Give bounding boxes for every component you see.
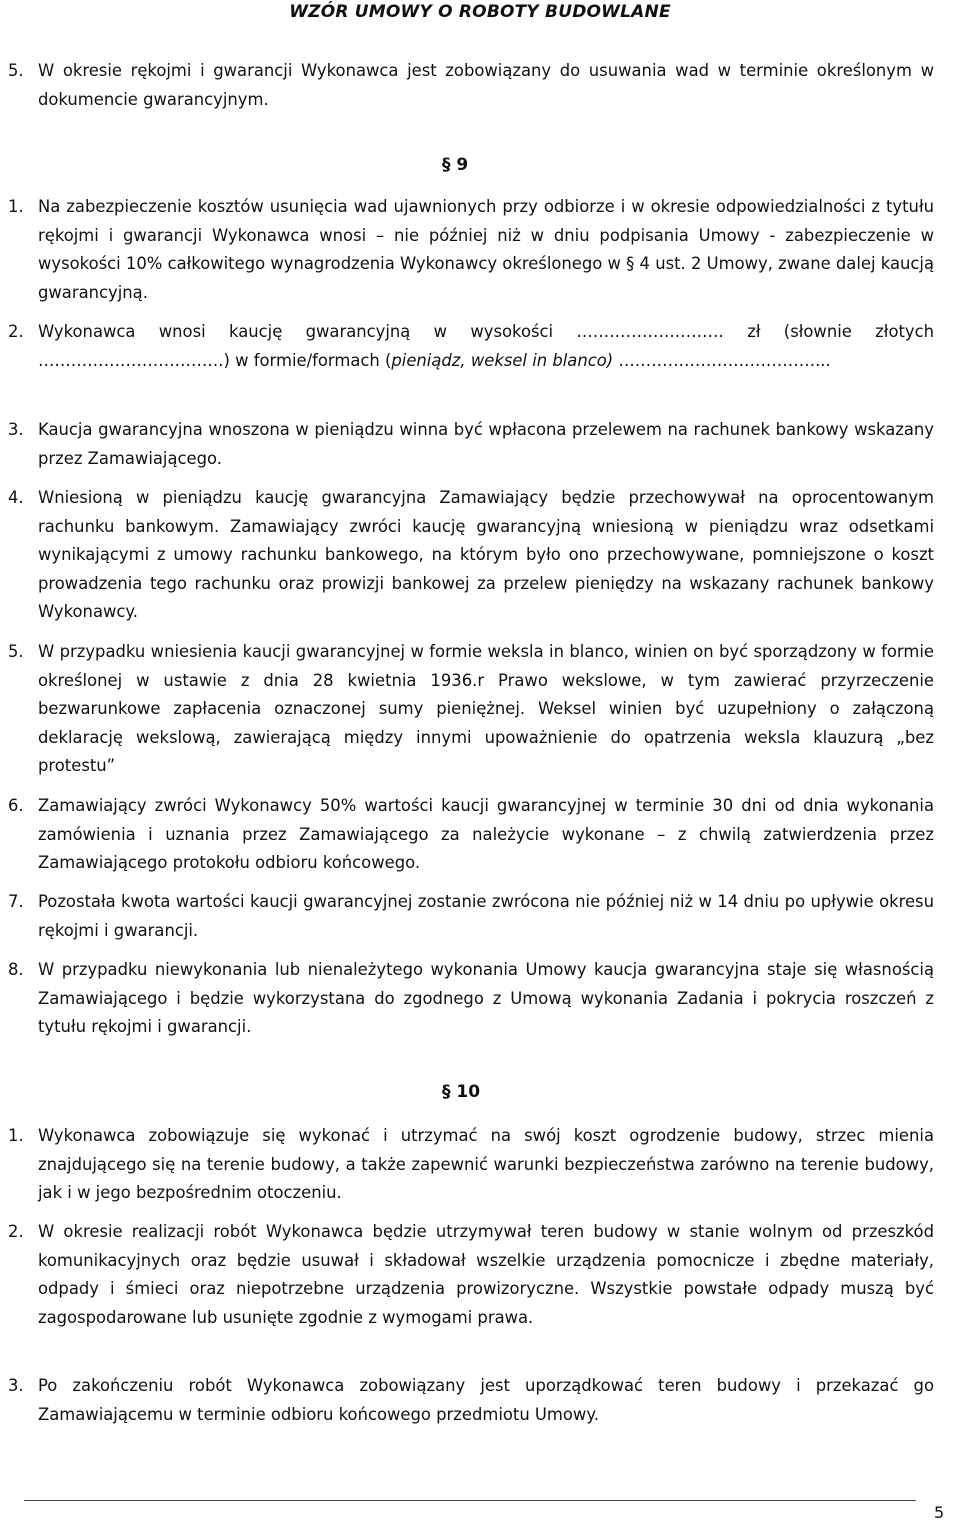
paragraph-text: Zamawiający zwróci Wykonawcy 50% wartości kaucji gwarancyjnej w terminie 30 dni od dnia wykonania zamówienia i uznania przez Zamawiającego za należycie wykonane – z chwilą zatwierdzenia przez Zamawiającego protokołu odbioru końcowego. — [38, 796, 934, 872]
page-number: 5 — [934, 1503, 945, 1522]
paragraph-text-part: Wykonawca wnosi kaucję gwarancyjną w wysokości ……………………… zł (słownie złotych …………………………….) w formie/formach ( — [38, 322, 934, 370]
paragraph-number: 4. — [8, 488, 24, 507]
paragraph-text — [38, 318, 934, 375]
paragraph-9-3 — [8, 416, 934, 473]
paragraph-9-1 — [8, 193, 934, 307]
paragraph-number: 1. — [8, 197, 24, 216]
paragraph-text-italic: pieniądz, weksel in blanco) — [391, 350, 614, 370]
paragraph-9-2 — [8, 318, 934, 375]
paragraph-number: 5. — [8, 61, 24, 80]
paragraph-text-part: ………………………………... — [613, 350, 831, 370]
paragraph-text: Na zabezpieczenie kosztów usunięcia wad ujawnionych przy odbiorze i w okresie odpowiedzialności z tytułu rękojmi i gwarancji Wykonawca wnosi – nie później niż w dniu podpisania Umowy - zabezpieczenie w wysokości 10% całkowitego wynagrodzenia Wykonawcy określonego w § 4 ust. 2 Umowy, zwane dalej kaucją gwarancyjną. — [38, 197, 934, 302]
paragraph-9-4 — [8, 484, 934, 627]
paragraph-number: 6. — [8, 796, 24, 815]
paragraph-number: 2. — [8, 322, 24, 341]
paragraph-10-3 — [8, 1372, 934, 1429]
section-heading-9: § 9 — [442, 155, 469, 175]
paragraph-number: 3. — [8, 1376, 24, 1395]
paragraph-number: 2. — [8, 1222, 24, 1241]
paragraph-9-5 — [8, 638, 934, 781]
paragraph-number: 8. — [8, 960, 24, 979]
paragraph-number: 5. — [8, 642, 24, 661]
paragraph-9-7 — [8, 888, 934, 945]
paragraph-number: 3. — [8, 420, 24, 439]
paragraph-text: Wykonawca zobowiązuje się wykonać i utrzymać na swój koszt ogrodzenie budowy, strzec mienia znajdującego się na terenie budowy, a także zapewnić warunki bezpieczeństwa zarówno na terenie budowy, jak i w jego bezpośrednim otoczeniu. — [38, 1126, 934, 1202]
paragraph-text: W przypadku wniesienia kaucji gwarancyjnej w formie weksla in blanco, winien on być sporządzony w formie określonej w ustawie z dnia 28 kwietnia 1936.r Prawo wekslowe, w tym zawierać przyrzeczenie bezwarunkowe zapłacenia oznaczonej sumy pieniężnej. Weksel winien być uzupełniony o załączoną deklarację wekslową, zawierającą między innymi upoważnienie do opatrzenia weksla klauzurą „bez protestu” — [38, 642, 934, 775]
section-heading-10: § 10 — [442, 1082, 481, 1102]
paragraph-number: 1. — [8, 1126, 24, 1145]
paragraph-9-6 — [8, 792, 934, 878]
paragraph-text: W okresie rękojmi i gwarancji Wykonawca jest zobowiązany do usuwania wad w terminie określonym w dokumencie gwarancyjnym. — [38, 61, 934, 109]
paragraph-10-2 — [8, 1218, 934, 1332]
paragraph-text: Pozostała kwota wartości kaucji gwarancyjnej zostanie zwrócona nie później niż w 14 dniu po upływie okresu rękojmi i gwarancji. — [38, 892, 934, 940]
paragraph-text: W okresie realizacji robót Wykonawca będzie utrzymywał teren budowy w stanie wolnym od przeszkód komunikacyjnych oraz będzie usuwał i składował wszelkie urządzenia pomocnicze i zbędne materiały, odpady i śmieci oraz niepotrzebne urządzenia prowizoryczne. Wszystkie powstałe odpady muszą być zagospodarowane lub usunięte zgodnie z wymogami prawa. — [38, 1222, 934, 1327]
paragraph-text: Kaucja gwarancyjna wnoszona w pieniądzu winna być wpłacona przelewem na rachunek bankowy wskazany przez Zamawiającego. — [38, 420, 934, 468]
paragraph-10-1 — [8, 1122, 934, 1208]
footer-divider — [24, 1500, 916, 1501]
paragraph-text: Wniesioną w pieniądzu kaucję gwarancyjna Zamawiający będzie przechowywał na oprocentowanym rachunku bankowym. Zamawiający zwróci kaucję gwarancyjną wniesioną w pieniądzu wraz odsetkami wynikającymi z umowy rachunku bankowego, na którym było ono przechowywane, pomniejszone o koszt prowadzenia tego rachunku oraz prowizji bankowej za przelew pieniędzy na wskazany rachunek bankowy Wykonawcy. — [38, 488, 934, 621]
paragraph-8-5 — [8, 57, 934, 114]
document-header-title: WZÓR UMOWY O ROBOTY BUDOWLANE — [289, 2, 671, 22]
paragraph-number: 7. — [8, 892, 24, 911]
paragraph-text: Po zakończeniu robót Wykonawca zobowiązany jest uporządkować teren budowy i przekazać go Zamawiającemu w terminie odbioru końcowego przedmiotu Umowy. — [38, 1376, 934, 1424]
paragraph-9-8 — [8, 956, 934, 1042]
paragraph-text: W przypadku niewykonania lub nienależytego wykonania Umowy kaucja gwarancyjna staje się własnością Zamawiającego i będzie wykorzystana do zgodnego z Umową wykonania Zadania i pokrycia roszczeń z tytułu rękojmi i gwarancji. — [38, 960, 934, 1036]
